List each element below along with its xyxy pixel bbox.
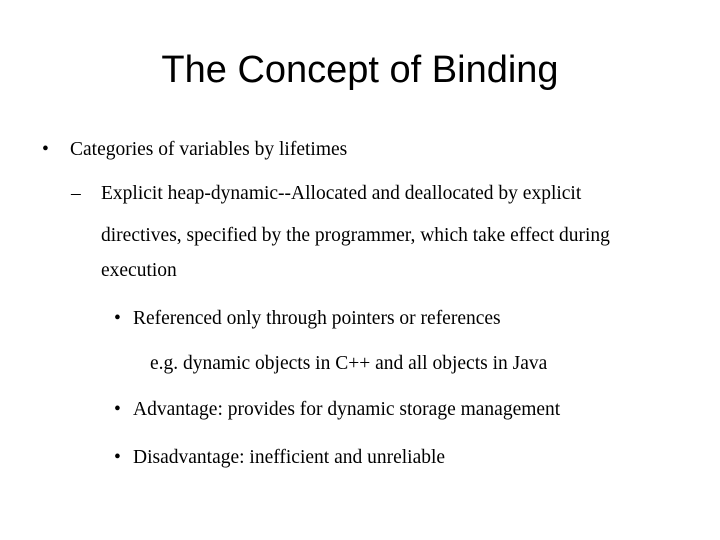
- dash-icon: –: [71, 183, 81, 204]
- level1-text: Categories of variables by lifetimes: [70, 139, 348, 160]
- level2-line-3: execution: [101, 260, 177, 281]
- level2-line-1: Explicit heap‑dynamic‑‑Allocated and deallocated by explicit: [101, 183, 582, 204]
- bullet-icon: •: [114, 399, 121, 420]
- bullet-icon: •: [114, 308, 121, 329]
- level3-example: e.g. dynamic objects in C++ and all objects in Java: [150, 353, 548, 374]
- bullet-icon: •: [42, 139, 49, 160]
- level2-line-2: directives, specified by the programmer, which take effect during: [101, 225, 610, 246]
- level3-item-1: Referenced only through pointers or references: [133, 308, 501, 329]
- bullet-icon: •: [114, 447, 121, 468]
- level3-item-2: Advantage: provides for dynamic storage management: [133, 399, 561, 420]
- level3-item-3: Disadvantage: inefficient and unreliable: [133, 447, 446, 468]
- slide-title: The Concept of Binding: [161, 49, 559, 91]
